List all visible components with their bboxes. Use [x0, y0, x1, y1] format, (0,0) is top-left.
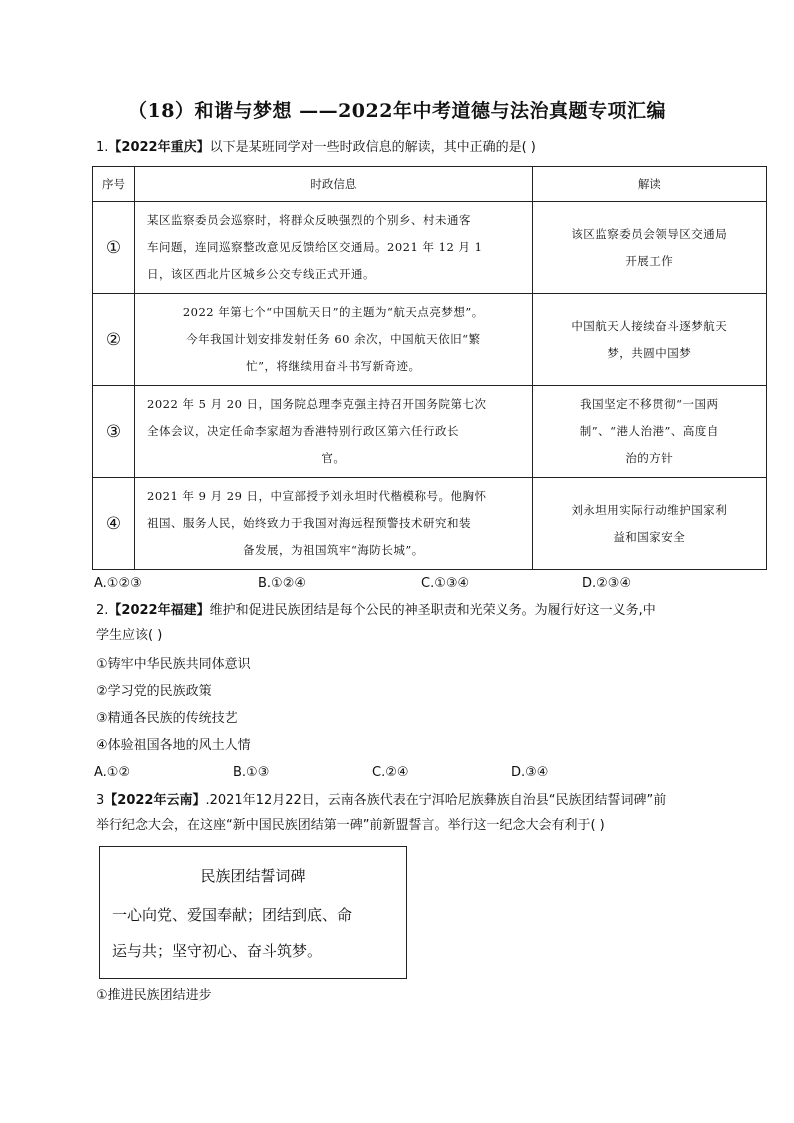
- interpretation-cell: [532, 202, 766, 294]
- oath-box-title: 民族团结誓词碑: [200, 867, 306, 885]
- question-2-stem: [96, 602, 656, 620]
- news-line: 祖国、服务人民，始终致力于我国对海远程预警技术研究和装: [147, 516, 472, 530]
- question-3-stem: [96, 792, 666, 810]
- interpretation-line: 中国航天人接续奋斗逐梦航天: [571, 318, 728, 333]
- news-line: 2022 年 5 月 20 日，国务院总理李克强主持召开国务院第七次: [147, 397, 487, 411]
- interpretation-line: 我国坚定不移贯彻“一国两: [580, 397, 719, 411]
- news-cell: [135, 478, 533, 570]
- question-1-text: 以下是某班同学对一些时政信息的解读，其中正确的是( ): [209, 140, 536, 155]
- news-line: 全体会议，决定任命李家超为香港特别行政区第六任行政长: [147, 424, 460, 438]
- question-2-option-b[interactable]: B.①③: [233, 765, 270, 780]
- news-line: 官。: [321, 451, 346, 465]
- table-row: [93, 202, 767, 294]
- question-2-source-tag: 【2022年福建】: [108, 603, 210, 618]
- row-number: ④: [93, 478, 135, 570]
- question-2-text: 维护和促进民族团结是每个公民的神圣职责和光荣义务。为履行好这一义务,中: [209, 603, 656, 618]
- question-1-source-tag: 【2022年重庆】: [108, 140, 210, 155]
- interpretation-line: 治的方针: [625, 451, 674, 465]
- interpretation-line: 刘永坦用实际行动维护国家利: [571, 502, 728, 517]
- oath-box-line: 运与共；坚守初心、奋斗筑梦。: [112, 942, 323, 960]
- question-2-option-c[interactable]: C.②④: [372, 765, 409, 780]
- interpretation-line: 该区监察委员会领导区交通局: [571, 226, 728, 241]
- news-line: 日，该区西北片区城乡公交专线正式开通。: [147, 267, 376, 281]
- header-news: 时政信息: [135, 167, 533, 202]
- question-1-table: [92, 166, 767, 570]
- question-3-statement: ①推进民族团结进步: [96, 988, 212, 1003]
- table-row: [93, 386, 767, 478]
- interpretation-cell: [532, 478, 766, 570]
- question-1-option-d[interactable]: D.②③④: [582, 576, 632, 591]
- question-2-statement: ③精通各民族的传统技艺: [96, 711, 238, 726]
- question-1-number: 1.: [96, 140, 109, 155]
- table-row: [93, 294, 767, 386]
- document-title: （18）和谐与梦想 ——2022年中考道德与法治真题专项汇编: [128, 100, 666, 122]
- question-1-option-c[interactable]: C.①③④: [421, 576, 470, 591]
- news-line: 某区监察委员会巡察时，将群众反映强烈的个别乡、村未通客: [147, 213, 472, 227]
- interpretation-line: 梦，共圆中国梦: [607, 345, 692, 360]
- interpretation-cell: [532, 294, 766, 386]
- row-number: ②: [93, 294, 135, 386]
- question-2-option-d[interactable]: D.③④: [511, 765, 549, 780]
- row-number: ③: [93, 386, 135, 478]
- question-2-statement: ①铸牢中华民族共同体意识: [96, 657, 251, 672]
- interpretation-cell: [532, 386, 766, 478]
- question-1-option-b[interactable]: B.①②④: [258, 576, 307, 591]
- header-interpretation: 解读: [532, 167, 766, 202]
- header-index: 序号: [93, 167, 135, 202]
- oath-monument-box: [99, 846, 407, 979]
- news-line: 备发展，为祖国筑牢“海防长城”。: [242, 543, 424, 557]
- question-3-number: 3: [96, 793, 105, 808]
- question-3-source-tag: 【2022年云南】: [104, 793, 206, 808]
- table-row: [93, 478, 767, 570]
- question-1-stem: [96, 139, 536, 157]
- question-2-number: 2.: [96, 603, 109, 618]
- interpretation-line: 益和国家安全: [613, 529, 686, 544]
- oath-box-line: 一心向党、爱国奉献；团结到底、命: [112, 906, 353, 924]
- news-cell: [135, 386, 533, 478]
- news-line: 忙”，将继续用奋斗书写新奇迹。: [246, 359, 421, 373]
- news-line: 2021 年 9 月 29 日，中宣部授予刘永坦时代楷模称号。他胸怀: [147, 489, 487, 503]
- question-2-statement: ④体验祖国各地的风土人情: [96, 738, 251, 753]
- news-cell: [135, 294, 533, 386]
- question-3-stem-continued: 举行纪念大会，在这座“新中国民族团结第一碑”前新盟誓言。举行这一纪念大会有利于( ): [96, 818, 605, 833]
- row-number: ①: [93, 202, 135, 294]
- news-line: 车问题，连同巡察整改意见反馈给区交通局。2021 年 12 月 1: [147, 240, 483, 254]
- news-line: 今年我国计划安排发射任务 60 余次，中国航天依旧“繁: [186, 332, 481, 346]
- question-2-stem-continued: 学生应该( ): [96, 628, 163, 643]
- question-1-option-a[interactable]: A.①②③: [94, 576, 142, 591]
- question-2-statement: ②学习党的民族政策: [96, 684, 212, 699]
- interpretation-line: 开展工作: [625, 253, 674, 268]
- table-header-row: [93, 167, 767, 202]
- news-cell: [135, 202, 533, 294]
- question-3-text: .2021年12月22日，云南各族代表在宁洱哈尼族彝族自治县“民族团结誓词碑”前: [205, 793, 667, 808]
- question-2-option-a[interactable]: A.①②: [94, 765, 131, 780]
- interpretation-line: 制”、“港人治港”、高度自: [579, 424, 719, 438]
- news-line: 2022 年第七个“中国航天日”的主题为“航天点亮梦想”。: [182, 305, 484, 319]
